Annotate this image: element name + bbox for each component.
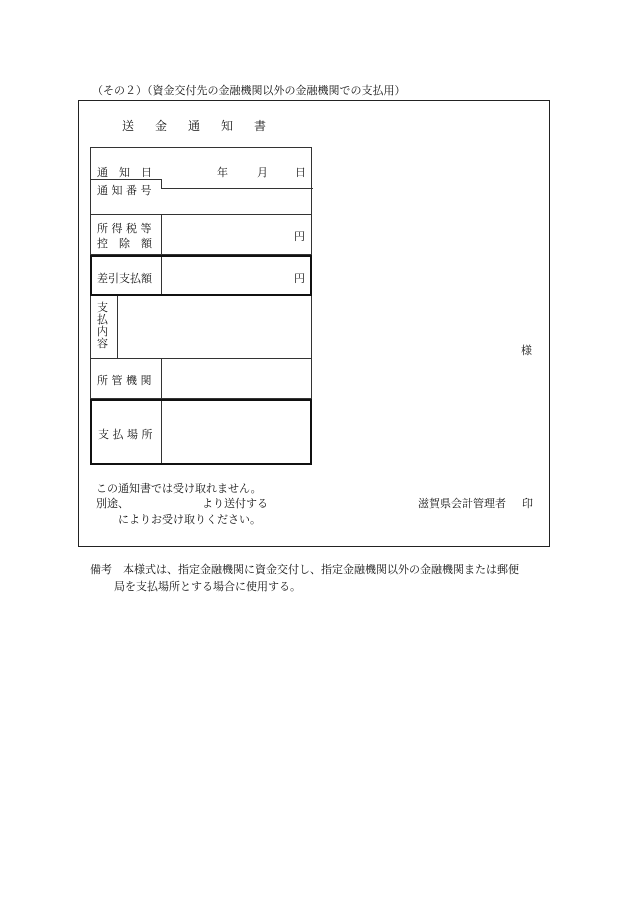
row-net-amount: [90, 255, 312, 296]
notice-date-label: 通 知 日: [97, 166, 152, 179]
payment-place-label: 支 払 場 所: [98, 428, 153, 441]
tax-label-2: 控 除 額: [97, 237, 152, 250]
tax-label-1: 所 得 税 等: [97, 222, 152, 235]
note-line-3: によりお受け取りください。: [118, 513, 261, 526]
recipient-suffix: 様: [521, 344, 532, 357]
title-char: 送: [122, 119, 135, 133]
note-line-2a: 別途、: [96, 497, 129, 510]
note-line-2b: より送付する: [202, 497, 268, 510]
agency-label: 所 管 機 関: [97, 374, 152, 387]
form-heading: （その２）（資金交付先の金融機関以外の金融機関での支払用）: [92, 84, 406, 97]
divider: [161, 257, 162, 294]
seal-mark: 印: [522, 497, 533, 510]
divider: [161, 215, 162, 254]
notice-number-label: 通 知 番 号: [97, 184, 152, 197]
title-char: 通: [188, 119, 201, 133]
row-tax: [90, 215, 312, 255]
remark-line-1: 備考 本様式は、指定金融機関に資金交付し、指定金融機関以外の金融機関または郵便: [90, 563, 519, 576]
remark-line-2: 局を支払場所とする場合に使用する。: [114, 580, 301, 593]
day-label: 日: [295, 166, 306, 179]
divider: [117, 296, 118, 358]
title-char: 書: [254, 119, 267, 133]
payment-content-label: 支 払 内 容: [97, 301, 108, 350]
note-line-1: この通知書では受け取れません。: [96, 482, 262, 495]
divider: [161, 401, 162, 463]
row-agency: [90, 359, 312, 399]
row-payment-place: [90, 399, 312, 465]
net-amount-label: 差引支払額: [97, 272, 152, 285]
row-notice: [90, 147, 312, 215]
title-char: 金: [155, 119, 168, 133]
year-label: 年: [217, 166, 228, 179]
remark: [90, 561, 560, 595]
issuer-name: 滋賀県会計管理者: [418, 497, 506, 510]
divider: [161, 188, 313, 189]
yen-label: 円: [294, 272, 305, 285]
title-char: 知: [221, 119, 234, 133]
yen-label: 円: [294, 230, 305, 243]
form-title: [122, 117, 287, 134]
divider: [161, 359, 162, 398]
month-label: 月: [257, 166, 268, 179]
divider: [91, 179, 161, 180]
divider: [161, 179, 162, 188]
row-payment-content: [90, 296, 312, 359]
